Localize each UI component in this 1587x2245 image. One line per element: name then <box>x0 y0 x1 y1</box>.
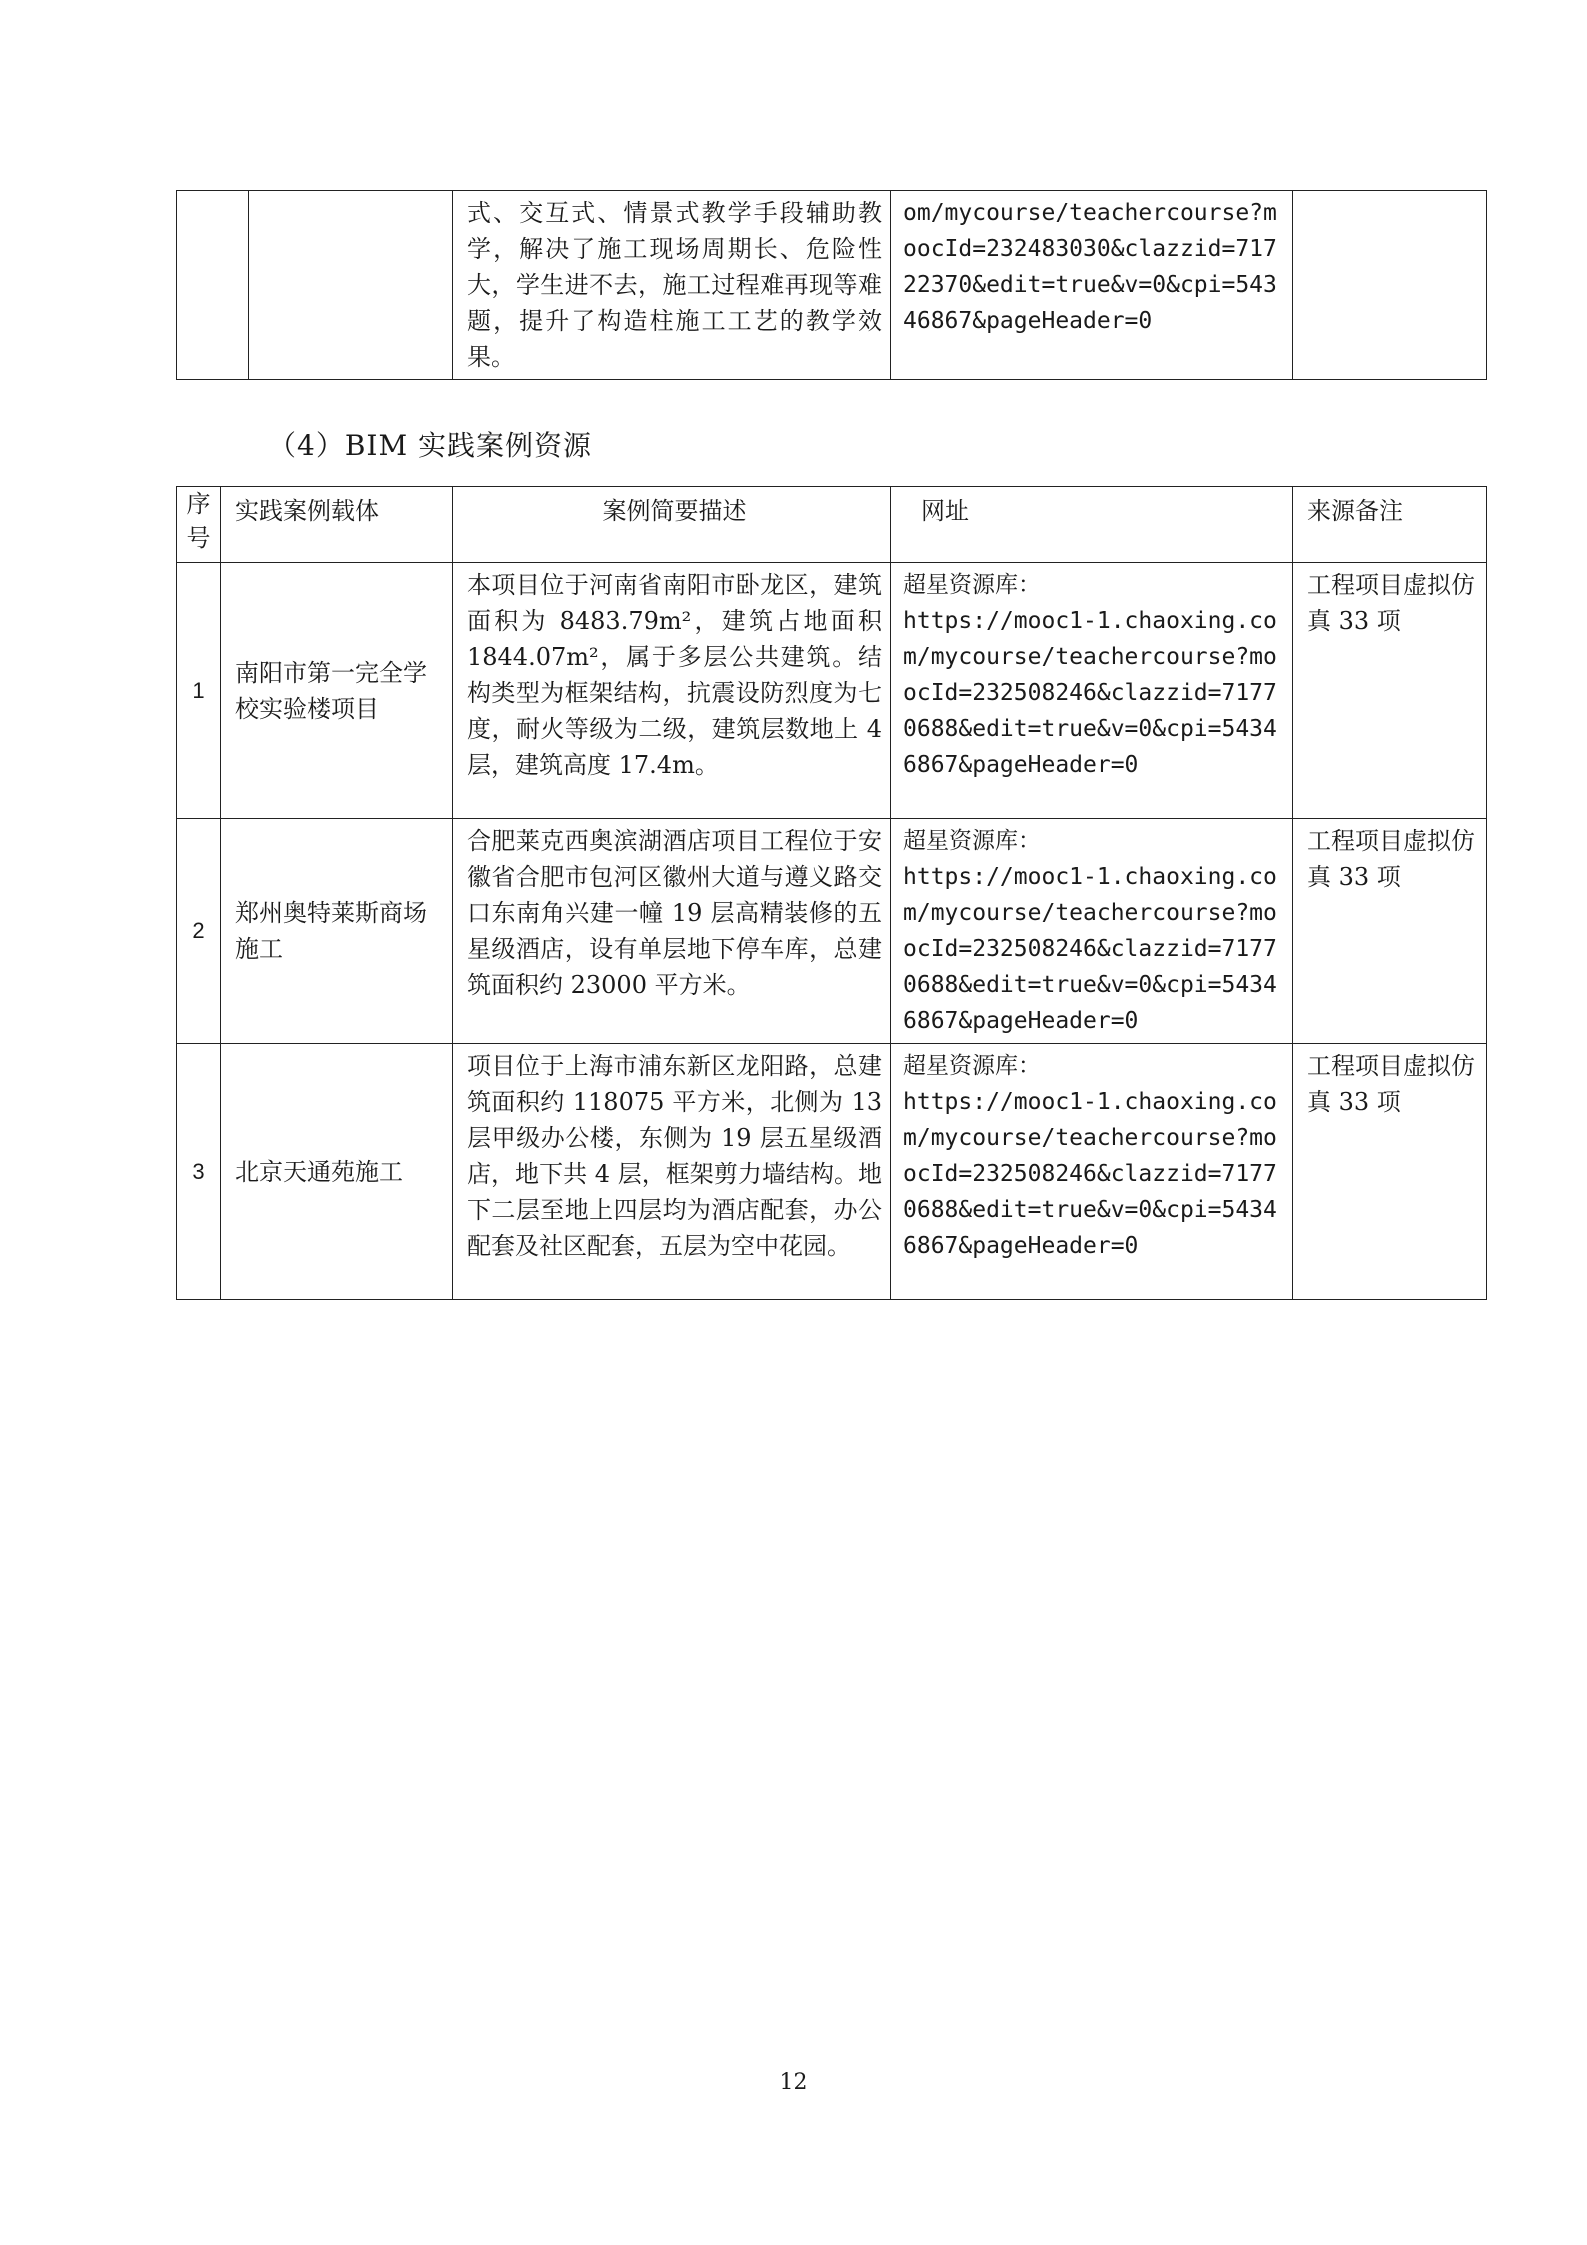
row-description: 合肥莱克西奥滨湖酒店项目工程位于安徽省合肥市包河区徽州大道与遵义路交口东南角兴建一幢 19 层高精装修的五星级酒店，设有单层地下停车库，总建筑面积约 23000 平方米。 <box>453 819 891 1044</box>
header-url: 网址 <box>891 487 1293 563</box>
url-label: 超星资源库： <box>903 1053 1041 1079</box>
url-link[interactable]: https://mooc1-1.chaoxing.com/mycourse/teachercourse?moocId=232508246&clazzid=71770688&edit=true&v=0&cpi=54346867&pageHeader=0 <box>903 608 1277 778</box>
row-url <box>891 1044 1293 1300</box>
section-heading: （4）BIM 实践案例资源 <box>268 429 593 462</box>
row-carrier: 北京天通苑施工 <box>221 1044 453 1300</box>
header-carrier: 实践案例载体 <box>221 487 453 563</box>
table-row <box>177 1044 1487 1300</box>
carrier-cell <box>249 191 453 380</box>
header-no: 序号 <box>177 487 221 563</box>
note-cell <box>1293 191 1487 380</box>
table-header-row <box>177 487 1487 563</box>
row-carrier: 南阳市第一完全学校实验楼项目 <box>221 563 453 819</box>
description-cell: 式、交互式、情景式教学手段辅助教学，解决了施工现场周期长、危险性大，学生进不去，施工过程难再现等难题，提升了构造柱施工工艺的教学效果。 <box>453 191 891 380</box>
url-link[interactable]: https://mooc1-1.chaoxing.com/mycourse/teachercourse?moocId=232508246&clazzid=71770688&edit=true&v=0&cpi=54346867&pageHeader=0 <box>903 864 1277 1034</box>
url-link[interactable]: https://mooc1-1.chaoxing.com/mycourse/teachercourse?moocId=232508246&clazzid=71770688&edit=true&v=0&cpi=54346867&pageHeader=0 <box>903 1089 1277 1259</box>
url-label: 超星资源库： <box>903 572 1041 598</box>
header-note: 来源备注 <box>1293 487 1487 563</box>
table-row <box>177 191 1487 380</box>
row-note: 工程项目虚拟仿真 33 项 <box>1293 563 1487 819</box>
row-url <box>891 819 1293 1044</box>
url-cell: om/mycourse/teachercourse?moocId=232483030&clazzid=71722370&edit=true&v=0&cpi=54346867&pageHeader=0 <box>891 191 1293 380</box>
no-cell <box>177 191 249 380</box>
row-url <box>891 563 1293 819</box>
url-label: 超星资源库： <box>903 828 1041 854</box>
row-note: 工程项目虚拟仿真 33 项 <box>1293 819 1487 1044</box>
row-no: 3 <box>177 1044 221 1300</box>
table-row <box>177 563 1487 819</box>
row-description: 本项目位于河南省南阳市卧龙区，建筑面积为 8483.79m²，建筑占地面积 1844.07m²，属于多层公共建筑。结构类型为框架结构，抗震设防烈度为七度，耐火等级为二级，建筑层数地上 4 层，建筑高度 17.4m。 <box>453 563 891 819</box>
page-number: 12 <box>779 2070 808 2095</box>
row-no: 1 <box>177 563 221 819</box>
continued-table <box>176 190 1487 380</box>
row-carrier: 郑州奥特莱斯商场施工 <box>221 819 453 1044</box>
row-no: 2 <box>177 819 221 1044</box>
row-note: 工程项目虚拟仿真 33 项 <box>1293 1044 1487 1300</box>
bim-case-table <box>176 486 1487 1300</box>
table-row <box>177 819 1487 1044</box>
row-description: 项目位于上海市浦东新区龙阳路，总建筑面积约 118075 平方米，北侧为 13 层甲级办公楼，东侧为 19 层五星级酒店，地下共 4 层，框架剪力墙结构。地下二层至地上四层均为酒店配套，办公配套及社区配套，五层为空中花园。 <box>453 1044 891 1300</box>
header-description: 案例简要描述 <box>453 487 891 563</box>
